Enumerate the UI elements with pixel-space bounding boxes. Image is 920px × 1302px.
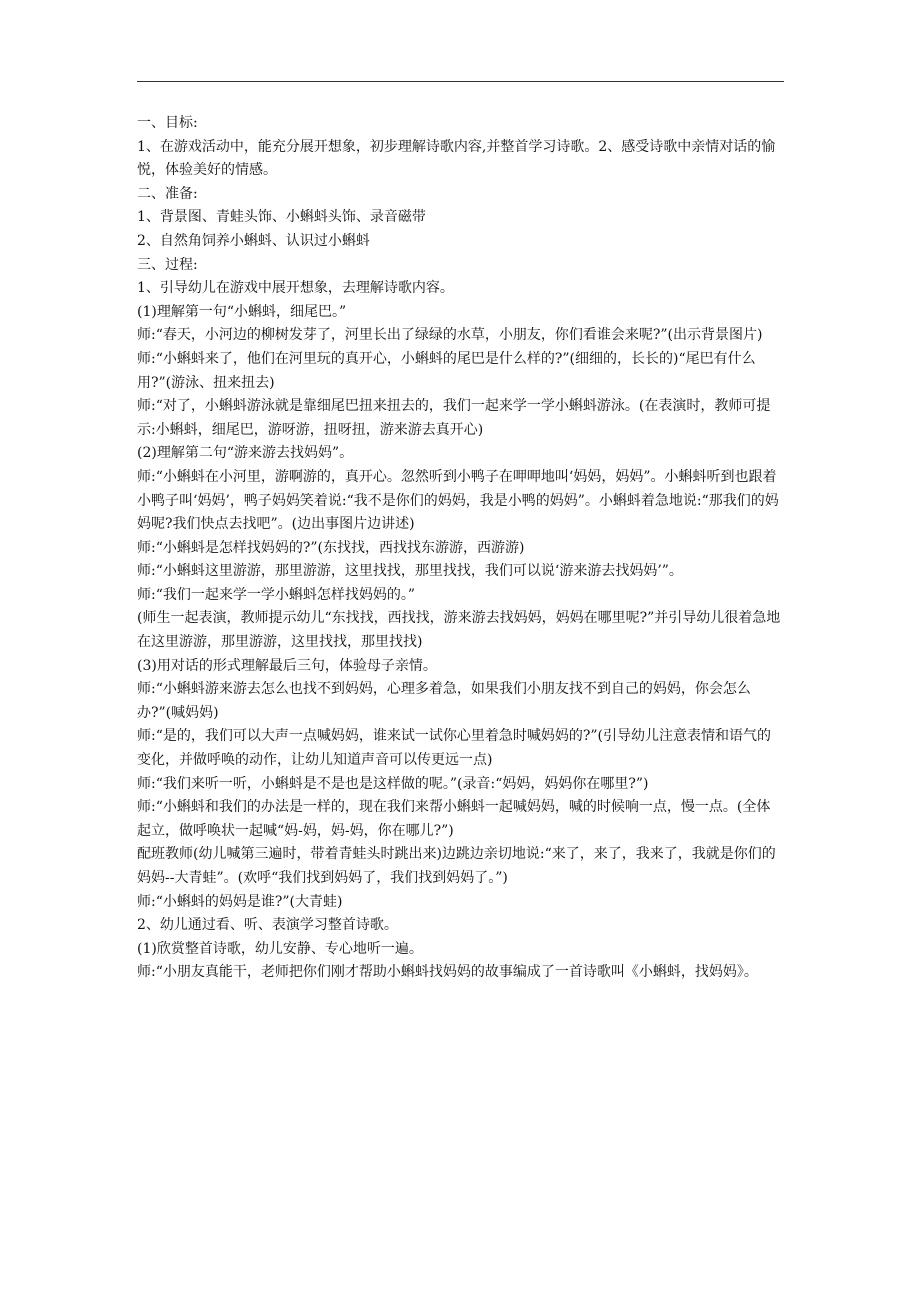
text-line: 配班教师(幼儿喊第三遍时，带着青蛙头时跳出来)边跳边亲切地说:“来了，来了，我来了，我就是你们的妈妈--大青蛙”。(欢呼“我们找到妈妈了，我们找到妈妈了。”) <box>137 846 776 886</box>
text-line: 师:“我们一起来学一学小蝌蚪怎样找妈妈的。” <box>137 586 416 603</box>
text-line: 二、准备: <box>137 185 198 202</box>
text-line: 三、过程: <box>137 256 198 273</box>
text-line: 1、在游戏活动中，能充分展开想象，初步理解诗歌内容,并整首学习诗歌。2、感受诗歌中亲情对话的愉悦，体验美好的情感。 <box>137 138 776 179</box>
text-line: 师:“小朋友真能干，老师把你们刚才帮助小蝌蚪找妈妈的故事编成了一首诗歌叫《小蝌蚪，找妈妈》。 <box>137 964 758 981</box>
text-line: 1、引导幼儿在游戏中展开想象，去理解诗歌内容。 <box>137 280 454 297</box>
text-line: 师:“小蝌蚪和我们的办法是一样的，现在我们来帮小蝌蚪一起喊妈妈，喊的时候响一点，慢一点。(全体起立，做呼唤状一起喊“妈-妈，妈-妈，你在哪儿?”) <box>137 799 771 839</box>
text-line: 师:“小蝌蚪游来游去怎么也找不到妈妈，心理多着急，如果我们小朋友找不到自己的妈妈，你会怎么办?”(喊妈妈) <box>137 681 751 721</box>
text-line: 师:“对了，小蝌蚪游泳就是靠细尾巴扭来扭去的，我们一起来学一学小蝌蚪游泳。(在表演时，教师可提示:小蝌蚪，细尾巴，游呀游，扭呀扭，游来游去真开心) <box>137 398 771 438</box>
text-line: 1、背景图、青蛙头饰、小蝌蚪头饰、录音磁带 <box>137 209 426 226</box>
text-line: (2)理解第二句“游来游去找妈妈”。 <box>137 445 354 462</box>
text-line: (1)理解第一句“小蝌蚪，细尾巴。” <box>137 303 347 320</box>
text-line: 师:“是的，我们可以大声一点喊妈妈，谁来试一试你心里着急时喊妈妈的?”(引导幼儿注意表情和语气的变化，并做呼唤的动作，让幼儿知道声音可以传更远一点) <box>137 728 771 769</box>
text-line: 师:“小蝌蚪的妈妈是谁?”(大青蛙) <box>137 893 343 910</box>
text-line: (师生一起表演，教师提示幼儿“东找找，西找找，游来游去找妈妈，妈妈在哪里呢?”并引导幼儿很着急地在这里游游，那里游游，这里找找，那里找找) <box>137 610 781 651</box>
text-line: 师:“小蝌蚪这里游游，那里游游，这里找找，那里找找，我们可以说‘游来游去找妈妈’”。 <box>137 563 683 580</box>
text-line: (1)欣赏整首诗歌，幼儿安静、专心地听一遍。 <box>137 940 423 957</box>
header-rule <box>137 81 784 82</box>
text-line: 师:“春天，小河边的柳树发芽了，河里长出了绿绿的水草，小朋友，你们看谁会来呢?”(出示背景图片) <box>137 327 763 344</box>
text-line: 2、幼儿通过看、听、表演学习整首诗歌。 <box>137 917 398 934</box>
text-line: 一、目标: <box>137 115 198 131</box>
text-line: 2、自然角饲养小蝌蚪、认识过小蝌蚪 <box>137 232 370 249</box>
text-line: 师:“小蝌蚪是怎样找妈妈的?”(东找找，西找找东游游，西游游) <box>137 539 525 556</box>
text-line: (3)用对话的形式理解最后三句，体验母子亲情。 <box>137 657 437 674</box>
text-line: 师:“小蝌蚪来了，他们在河里玩的真开心，小蝌蚪的尾巴是什么样的?”(细细的，长长的)“尾巴有什么用?”(游泳、扭来扭去) <box>137 350 756 391</box>
document-body <box>137 112 784 985</box>
text-line: 师:“小蝌蚪在小河里，游啊游的，真开心。忽然听到小鸭子在呷呷地叫‘妈妈，妈妈”。小蝌蚪听到也跟着小鸭子叫‘妈妈’，鸭子妈妈笑着说:“我不是你们的妈妈，我是小鸭的妈妈”。小蝌蚪着急地说:“那我们的妈妈呢?我们快点去找吧”。(边出事图片边讲述) <box>137 468 779 533</box>
text-line: 师:“我们来听一听，小蝌蚪是不是也是这样做的呢。”(录音:“妈妈，妈妈你在哪里?”) <box>137 775 649 792</box>
